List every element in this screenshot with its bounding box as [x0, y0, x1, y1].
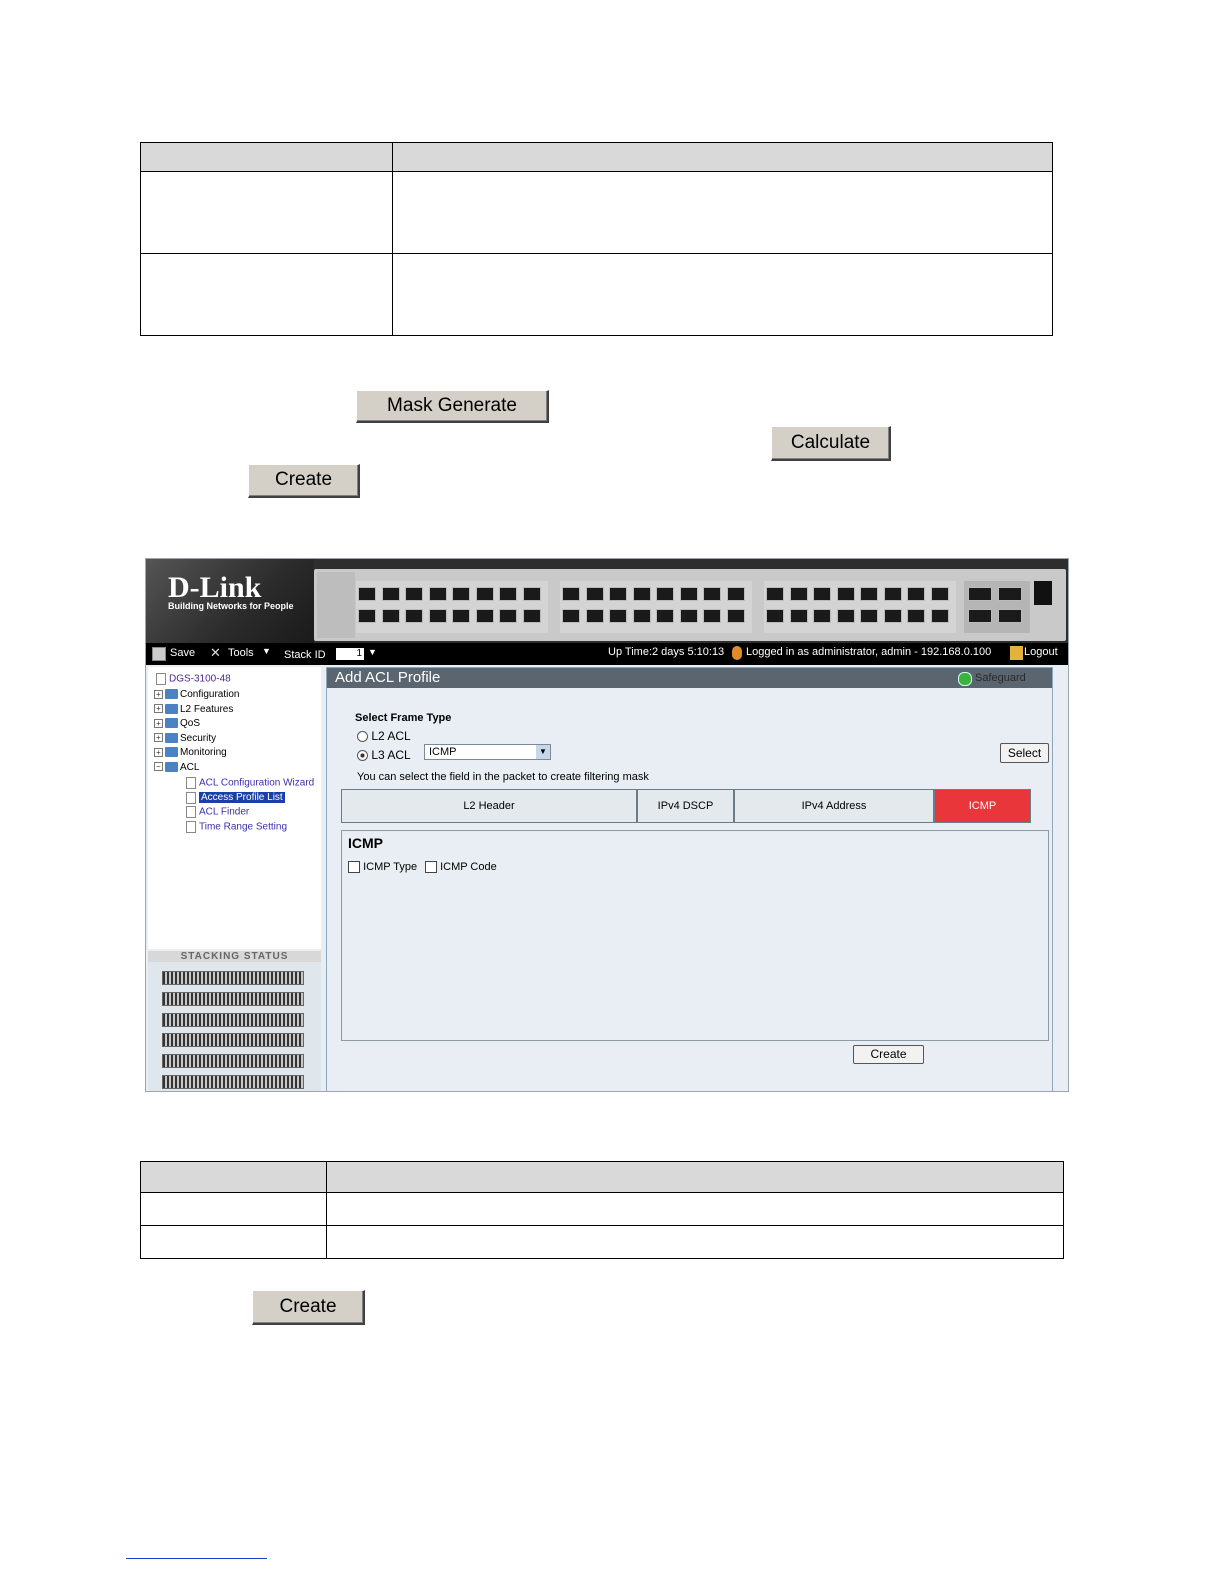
bottom-table-cell	[327, 1226, 1064, 1259]
folder-icon	[165, 718, 178, 728]
safeguard-icon	[958, 672, 972, 686]
ethernet-port	[562, 587, 580, 601]
sidebar-item-acl-finder[interactable]	[186, 806, 249, 818]
bottom-table-header-1	[141, 1162, 327, 1193]
sidebar-item-label: Time Range Setting	[199, 821, 288, 833]
save-icon	[152, 647, 166, 661]
sfp-port	[968, 609, 992, 623]
ethernet-port	[429, 587, 447, 601]
sidebar-item-time-range-setting[interactable]	[186, 821, 287, 833]
ethernet-port	[656, 587, 674, 601]
section-title: ICMP	[348, 835, 383, 851]
ethernet-port	[813, 587, 831, 601]
ethernet-port	[633, 609, 651, 623]
create-button-doc-1[interactable]: Create	[248, 464, 360, 498]
sidebar-item-acl-configuration-wizard[interactable]	[186, 777, 314, 789]
protocol-select-value: ICMP	[429, 746, 457, 758]
expand-icon[interactable]: +	[154, 690, 163, 699]
folder-icon	[165, 733, 178, 743]
top-table-cell	[393, 172, 1053, 254]
stack-unit[interactable]	[162, 971, 304, 985]
sidebar-item-monitoring[interactable]	[154, 747, 227, 758]
ethernet-port	[382, 587, 400, 601]
ethernet-port	[609, 609, 627, 623]
sidebar-item-label: ACL Finder	[199, 806, 250, 818]
ethernet-port	[358, 587, 376, 601]
safeguard-label: Safeguard	[975, 672, 1026, 684]
ethernet-port	[523, 609, 541, 623]
sfp-port	[998, 609, 1022, 623]
folder-icon	[165, 704, 178, 714]
logged-in-status: Logged in as administrator, admin - 192.168.0.100	[746, 646, 992, 658]
stack-id-select[interactable]: 1	[336, 648, 364, 660]
ethernet-port	[523, 587, 541, 601]
expand-icon[interactable]: +	[154, 733, 163, 742]
uptime-status: Up Time:2 days 5:10:13	[608, 646, 725, 658]
bottom-parameter-table	[140, 1161, 1064, 1259]
ethernet-port	[813, 609, 831, 623]
sidebar-item-label: Security	[180, 732, 217, 744]
switch-icon	[156, 673, 166, 685]
sfp-port	[968, 587, 992, 601]
tools-icon: ✕	[210, 645, 221, 660]
ethernet-port	[860, 587, 878, 601]
ethernet-port	[766, 587, 784, 601]
ethernet-port	[766, 609, 784, 623]
ethernet-port	[586, 587, 604, 601]
top-table-cell	[141, 254, 393, 336]
icmp-type-checkbox[interactable]	[348, 861, 417, 873]
radio-checked-icon	[357, 750, 368, 761]
user-icon	[732, 646, 742, 660]
ethernet-port	[405, 587, 423, 601]
ethernet-port	[790, 587, 808, 601]
sidebar-item-l2-features[interactable]	[154, 704, 233, 715]
expand-icon[interactable]: +	[154, 748, 163, 757]
top-table-header-1	[141, 143, 393, 172]
ethernet-port	[860, 609, 878, 623]
bottom-table-cell	[141, 1226, 327, 1259]
expand-icon[interactable]: +	[154, 704, 163, 713]
stack-unit[interactable]	[162, 992, 304, 1006]
top-table-cell	[393, 254, 1053, 336]
ethernet-port	[837, 587, 855, 601]
ethernet-port	[703, 609, 721, 623]
sidebar-item-label: ACL Configuration Wizard	[199, 777, 315, 789]
bottom-table-header-2	[327, 1162, 1064, 1193]
radio-icon	[357, 731, 368, 742]
stack-unit[interactable]	[162, 1033, 304, 1047]
l2-acl-label: L2 ACL	[371, 729, 411, 743]
sidebar-item-label: Configuration	[180, 689, 240, 700]
ethernet-port	[429, 609, 447, 623]
filter-mask-hint: You can select the field in the packet to create filtering mask	[357, 771, 649, 783]
stack-unit[interactable]	[162, 1075, 304, 1089]
page-icon	[186, 806, 196, 818]
icmp-section	[341, 830, 1049, 1041]
ethernet-port	[727, 609, 745, 623]
tab-ipv4-address[interactable]: IPv4 Address	[734, 789, 934, 823]
create-profile-button[interactable]: Create	[853, 1045, 924, 1064]
ethernet-port	[931, 609, 949, 623]
ethernet-port	[680, 609, 698, 623]
folder-icon	[165, 747, 178, 757]
ethernet-port	[476, 587, 494, 601]
ethernet-port	[680, 587, 698, 601]
ethernet-port	[727, 587, 745, 601]
sidebar-item-label: Access Profile List	[201, 792, 283, 804]
checkbox-icon	[425, 861, 437, 873]
top-table-header-2	[393, 143, 1053, 172]
ethernet-port	[405, 609, 423, 623]
stacking-status-title: STACKING STATUS	[148, 951, 321, 962]
expand-icon[interactable]: +	[154, 719, 163, 728]
unit-display	[1034, 581, 1052, 605]
logout-button[interactable]: Logout	[1024, 646, 1058, 658]
panel-title-bar	[327, 668, 1052, 688]
top-table-cell	[141, 172, 393, 254]
page-icon	[186, 821, 196, 833]
protocol-select[interactable]	[424, 744, 551, 760]
tab-ipv4-dscp[interactable]: IPv4 DSCP	[637, 789, 734, 823]
dlink-tagline: Building Networks for People	[168, 601, 294, 611]
device-banner	[146, 559, 1069, 643]
stack-unit[interactable]	[162, 1054, 304, 1068]
ethernet-port	[476, 609, 494, 623]
ethernet-port	[703, 587, 721, 601]
mask-generate-button[interactable]: Mask Generate	[356, 390, 549, 423]
stack-unit[interactable]	[162, 1013, 304, 1027]
add-acl-profile-panel	[326, 667, 1053, 1092]
panel-led-area	[317, 572, 355, 638]
logout-icon	[1010, 646, 1023, 660]
ethernet-port	[633, 587, 651, 601]
ethernet-port	[609, 587, 627, 601]
footnote-divider	[126, 1558, 267, 1559]
tools-menu[interactable]: Tools	[228, 647, 254, 659]
page-title: Add ACL Profile	[335, 669, 441, 686]
toolbar	[146, 643, 1069, 665]
sidebar-item-configuration[interactable]	[154, 689, 239, 700]
sidebar-item-qos[interactable]	[154, 718, 200, 729]
sidebar-item-label: QoS	[180, 718, 201, 729]
ethernet-port	[884, 587, 902, 601]
save-button[interactable]: Save	[170, 647, 196, 659]
ethernet-port	[884, 609, 902, 623]
sidebar-item-label: Monitoring	[180, 747, 227, 758]
stack-id-dropdown-icon: ▼	[368, 647, 377, 657]
ethernet-port	[562, 609, 580, 623]
page-icon	[186, 777, 196, 789]
ethernet-port	[907, 609, 925, 623]
l3-acl-radio[interactable]	[357, 748, 411, 762]
sidebar-item-acl[interactable]	[154, 762, 199, 773]
navigation-tree	[148, 667, 321, 949]
icmp-code-label: ICMP Code	[440, 861, 497, 873]
select-frame-type-label: Select Frame Type	[355, 712, 452, 724]
ethernet-port	[499, 609, 517, 623]
sidebar-item-access-profile-list[interactable]	[186, 792, 285, 804]
icmp-code-checkbox[interactable]	[425, 861, 497, 873]
page-icon	[186, 792, 196, 804]
tab-l2-header[interactable]: L2 Header	[341, 789, 637, 823]
ethernet-port	[358, 609, 376, 623]
l2-acl-radio[interactable]	[357, 729, 411, 743]
ethernet-port	[931, 587, 949, 601]
acl-profile-screenshot	[145, 558, 1069, 1092]
stack-id-label: Stack ID	[284, 649, 326, 661]
tab-icmp[interactable]: ICMP	[934, 789, 1031, 823]
folder-icon	[165, 689, 178, 699]
folder-icon	[165, 762, 178, 772]
sidebar-item-label: ACL	[180, 761, 200, 773]
sidebar-item-security[interactable]	[154, 733, 216, 744]
sfp-port	[998, 587, 1022, 601]
calculate-button[interactable]: Calculate	[771, 426, 891, 461]
ethernet-port	[790, 609, 808, 623]
tools-dropdown-icon: ▼	[262, 646, 271, 656]
logo-area	[146, 559, 314, 643]
ethernet-port	[452, 587, 470, 601]
l3-acl-label: L3 ACL	[371, 748, 411, 762]
bottom-table-cell	[141, 1193, 327, 1226]
ethernet-port	[499, 587, 517, 601]
ethernet-port	[586, 609, 604, 623]
tree-root-label: DGS-3100-48	[169, 673, 231, 685]
ethernet-port	[907, 587, 925, 601]
chevron-down-icon: ▼	[536, 745, 550, 759]
collapse-icon[interactable]: −	[154, 762, 163, 771]
icmp-type-label: ICMP Type	[363, 861, 418, 873]
checkbox-icon	[348, 861, 360, 873]
dlink-logo: D-Link	[168, 571, 262, 604]
ethernet-port	[837, 609, 855, 623]
ethernet-port	[656, 609, 674, 623]
bottom-table-cell	[327, 1193, 1064, 1226]
select-button[interactable]: Select	[1000, 743, 1049, 763]
sidebar-item-label: L2 Features	[180, 703, 234, 715]
tree-root[interactable]	[156, 673, 231, 685]
top-parameter-table	[140, 142, 1053, 336]
switch-front-panel	[314, 569, 1066, 641]
ethernet-port	[452, 609, 470, 623]
ethernet-port	[382, 609, 400, 623]
stacking-status-panel	[148, 951, 321, 1092]
create-button-doc-2[interactable]: Create	[252, 1290, 365, 1325]
